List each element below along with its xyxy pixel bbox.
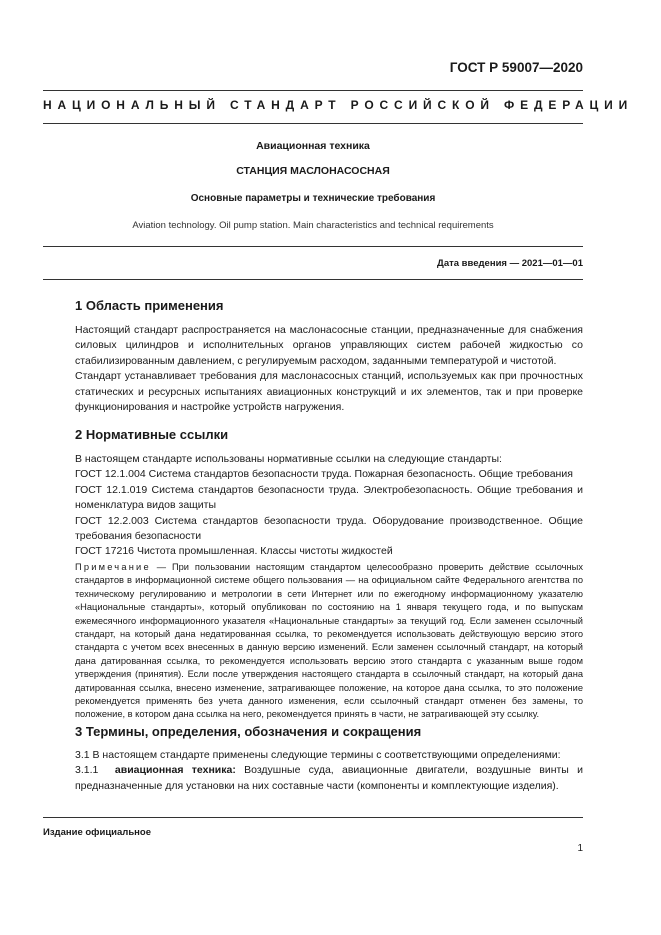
normative-ref: ГОСТ 12.2.003 Система стандартов безопасности труда. Оборудование производственное. Общие требования безопасности xyxy=(75,514,583,543)
page-number: 1 xyxy=(577,843,583,854)
normative-ref: ГОСТ 12.1.019 Система стандартов безопасности труда. Электробезопасность. Общие требования и номенклатура видов защиты xyxy=(75,483,583,512)
document-code: ГОСТ Р 59007—2020 xyxy=(449,60,583,75)
title-main: СТАНЦИЯ МАСЛОНАСОСНАЯ xyxy=(236,165,390,177)
footer-rule xyxy=(43,817,583,818)
note-text: — При пользовании настоящим стандартом целесообразно проверить действие ссылочных стандартов в информационной системе общего пользования — на официальном сайте Федерального агентства по техническому регулированию и метрологии в сети Интернет или по ежегодному информационному указателю «Национальные стандарты», который опубликован по состоянию на 1 января текущего года, и по выпускам ежемесячного информационного указателя «Национальные стандарты» за текущий год. Если заменен ссылочный стандарт, на который дана недатированная ссылка, то рекомендуется использовать действующую версию этого стандарта с учетом всех внесенных в данную версию изменений. Если заменен ссылочный стандарт, на который дана датированная ссылка, то рекомендуется использовать версию этого стандарта с указанным выше годом утверждения (принятия). Если после утверждения настоящего стандарта в ссылочный стандарт, на который дана датированная ссылка, внесено изменение, затрагивающее положение, на которое дана ссылка, то это положение рекомендуется применять без учета данного изменения, если ссылочный стандарт отменен без замены, то положение, в котором дана ссылка на него, рекомендуется принять в части, не затрагивающей эту ссылку. xyxy=(75,562,583,720)
official-edition-label: Издание официальное xyxy=(43,827,151,838)
national-standard-banner: НАЦИОНАЛЬНЫЙ СТАНДАРТ РОССИЙСКОЙ ФЕДЕРАЦИИ xyxy=(43,98,634,112)
section-1-body xyxy=(43,323,583,415)
section-2-body xyxy=(43,452,583,560)
normative-ref: ГОСТ 12.1.004 Система стандартов безопасности труда. Пожарная безопасность. Общие требования xyxy=(75,468,573,481)
section-2-heading: 2 Нормативные ссылки xyxy=(75,427,229,442)
title-category: Авиационная техника xyxy=(256,140,370,152)
title-rule xyxy=(43,246,583,247)
section-3-body xyxy=(43,748,583,794)
title-subtitle: Основные параметры и технические требования xyxy=(190,193,436,204)
section-1-paragraph-1: Настоящий стандарт распространяется на маслонасосные станции, предназначенные для снабжения силовых цилиндров и исполнительных органов управляющих систем рабочей жидкостью со стабилизированным давлением, с регулируемым расходом, заданными температурой и чистотой. xyxy=(75,324,583,367)
term-definition: Воздушные суда, авиационные двигатели, воздушные винты и предназначенные для установки на них составные части (компоненты и комплектующие изделия). xyxy=(75,764,583,792)
section-3-paragraph-1: 3.1 В настоящем стандарте применены следующие термины с соответствующими определениями: xyxy=(75,749,561,761)
introduction-date: Дата введения — 2021—01—01 xyxy=(437,258,583,269)
section-3-heading: 3 Термины, определения, обозначения и сокращения xyxy=(75,724,422,739)
section-2-intro: В настоящем стандарте использованы нормативные ссылки на следующие стандарты: xyxy=(75,453,502,465)
term-name: авиационная техника: xyxy=(114,764,236,777)
banner-rule xyxy=(43,123,583,124)
note-label: Примечание xyxy=(75,562,151,572)
section-2-note xyxy=(43,561,583,722)
term-number: 3.1.1 xyxy=(75,764,99,777)
section-1-paragraph-2: Стандарт устанавливает требования для маслонасосных станций, используемых как при прочностных статических и ресурсных испытаниях авиационных конструкций и их элементов, так и при проверке функционирования и настройке устройств нагружения. xyxy=(75,370,583,414)
normative-ref: ГОСТ 17216 Чистота промышленная. Классы чистоты жидкостей xyxy=(75,545,393,558)
top-rule xyxy=(43,90,583,91)
term-entry xyxy=(43,763,583,794)
section-1-heading: 1 Область применения xyxy=(75,298,224,313)
title-english: Aviation technology. Oil pump station. Main characteristics and technical requirements xyxy=(132,220,494,231)
date-rule xyxy=(43,279,583,280)
